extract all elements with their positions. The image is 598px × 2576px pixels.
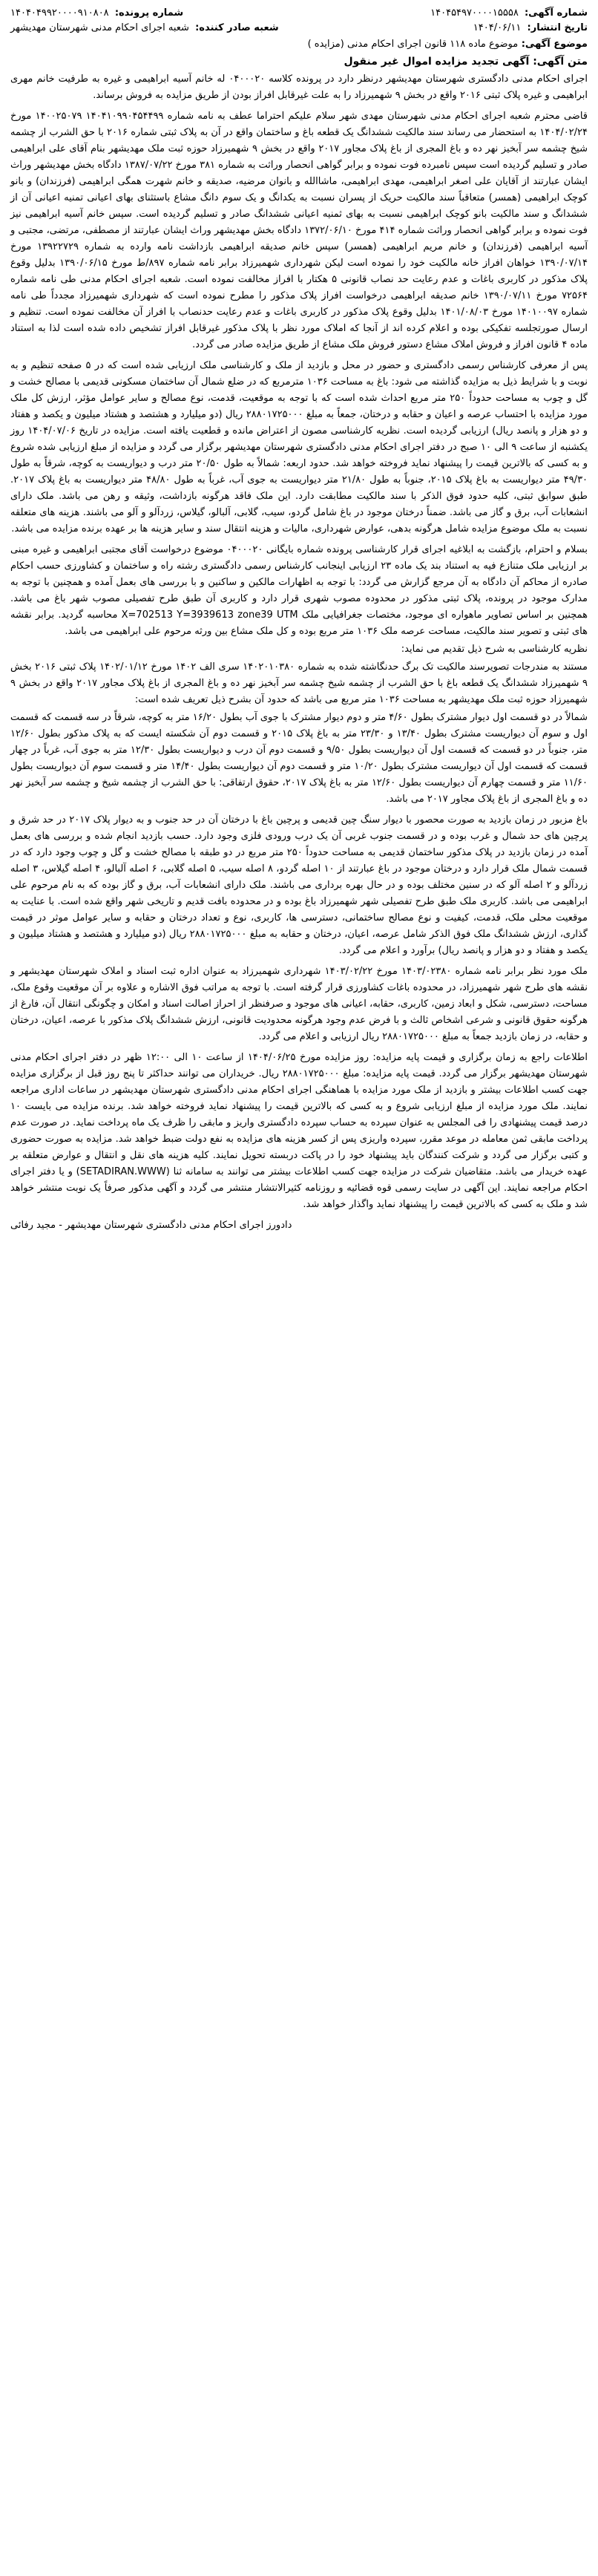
header-row-2 — [10, 21, 588, 36]
paragraph-registry-report: قاضی محترم شعبه اجرای احکام مدنی شهرستان مهدی شهر سلام علیکم احتراما عطف به نامه شماره ۱۴۰۴۱۰۹۹۰۴۵۴۴۹۹ ۱۴۰۰۲۵۰۷۹ مورخ ۱۴۰۴/۰۲/۲۴ به استحضار می رساند سند مالکیت ششدانگ یک قطعه باغ و ساختمان واقع در آن به پلاک ثبتی شماره ۲۰۱۶ با حق الشرب از چشمه شیخ چشمه سر آبخیز نهر ده و باغ المجری از باغ پلاک مجاور ۲۰۱۷ واقع در بخش ۹ شهمیرزاد حوزه ثبت ملک مهدیشهر بنام آقای علی ابراهیمی صادر و تسلیم گردیده است سپس نامبرده فوت نموده و برابر گواهی انحصار وراثت به شماره ۳۸۱ مورخ ۱۳۸۷/۰۷/۲۲ دادگاه بخش مهدیشهر وراث ایشان عبارتند از آقایان علی اصغر ابراهیمی، مهدی ابراهیمی، ماشاالله و بانوان مرضیه، صدیقه و خانم شهرت همگی ابراهیمی (فرزندان) و بانو کوچک ابراهیمی (همسر) متعاقباً سند مالکیت حریک از پسران نسبت به یکدانگ و یک سوم دانگ مشاع باستثنای بهای اعیانی تمنیه اعیانی آن از ششدانگ و سند مالکیت بانو کوچک ابراهیمی نسبت به بهای ثمنیه اعیانی ششدانگ صادر و تسلیم گردیده است. سپس خانم آسیه ابراهیمی نیز فوت نموده و برابر گواهی انحصار وراثت شماره ۴۱۴ مورخ ۱۳۷۲/۰۶/۱۰ دادگاه بخش مهدیشهر وراث ایشان عبارتند از مصطفی، مرتضی، مجتبی و آسیه ابراهیمی (فرزندان) و خانم مریم ابراهیمی (همسر) سپس خانم صدیقه ابراهیمی بازداشت نامه وارده به شماره ۱۳۹۲۲۷۲۹ مورخ ۱۳۹۰/۰۷/۱۴ خواهان افراز خانه مالکیت خود را نموده است لیکن شهرداری شهمیرزاد برابر نامه شماره ۸۹۷/ط مورخ ۱۳۹۰/۰۶/۱۵ بدلیل وقوع پلاک مذکور در کاربری باغات و عدم رعایت حد نصاب قانونی ۵ هکتار با افراز مخالفت نموده است. شعبه اجرای احکام مدنی طی نامه شماره ۷۲۵۶۴ مورخ ۱۳۹۰/۰۷/۱۱ خانم صدیقه ابراهیمی درخواست افراز پلاک مذکور را مطرح نموده است که شهرداری شهمیرزاد مجدداً طی نامه شماره ۱۴۰۱۰۰۹۷ مورخ ۱۴۰۱/۰۸/۰۳ بدلیل وقوع پلاک مذکور در کاربری باغات و عدم رعایت حدنصاب با افراز آن مخالفت نموده است. تنظیم و ارسال صورتجلسه تفکیکی بوده و اعلام کرده اند از آنجا که املاک مورد نظر با پلاک مذکور غیرقابل افراز تشخیص داده شده است لذا به استناد ماده ۴ قانون افراز و فروش املاک مشاع دستور فروش ملک مشاع از طریق مزایده صادر می گردد. — [10, 111, 588, 350]
notice-number: ۱۴۰۴۵۴۹۷۰۰۰۰۱۵۵۵۸ — [430, 7, 519, 19]
issuing-branch-cell — [10, 21, 279, 36]
paragraph-expert-heading: نظریه کارشناسی به شرح ذیل تقدیم می نماید: — [401, 644, 588, 655]
paragraph-valuation: ملک مورد نظر برابر نامه شماره ۱۴۰۳/۰۲۳۸۰ مورخ ۱۴۰۳/۰۲/۲۲ شهرداری شهمیرزاد به عنوان اداره ثبت اسناد و املاک شهرستان مهدیشهر و نقشه های طرح شهر شهمیرزاد، در محدوده باغات کشاورزی قرار گرفته است. با توجه به مراتب فوق الاشاره و علاوه بر آن موقعیت وقوع ملک، مساحت، دسترسی، شکل و ابعاد زمین، کاربری، حقابه، اعیانی های موجود و صرفنظر از احراز اصالت اسناد و امکان و چگونگی انتقال آن، فارغ از هرگونه حقوق قانونی و شرعی اشخاص ثالث و با فرض عدم وجود هرگونه محدودیت قانونی، ارزش ششدانگ پلاک مذکور با عرصه، اعیان، درختان و حقابه، در زمان بازدید جمعاً به مبلغ ۲۸۸۰۱۷۲۵۰۰۰ ریال ارزیابی و اعلام می گردد. — [10, 966, 588, 1042]
file-number-label: شماره پرونده: — [114, 7, 184, 19]
issue-date-label: تاریخ انتشار: — [527, 22, 588, 33]
issue-date: ۱۴۰۴/۰۶/۱۱ — [473, 22, 522, 33]
notice-number-label: شماره آگهی: — [524, 7, 588, 19]
paragraph-expert-intro: بسلام و احترام، بازگشت به ابلاغیه اجرای قرار کارشناسی پرونده شماره بایگانی ۰۴۰۰۰۲۰ موضوع درخواست آقای مجتبی ابراهیمی و غیره مبنی بر ارزیابی ملک متنازع فیه به استناد بند یک ماده ۲۳ ارزیابی اینجانب کارشناس رسمی دادگستری رشته راه و ساختمان و کشاورزی حسب احکام صادره از محاکم آن دادگاه به آن مرجع گزارش می گردد: با توجه به اظهارات مالکین و ساکنین و با بررسی های بعمل آمده و همچنین با توجه به مدارک موجود در پرونده، پلاک ثبتی مذکور در محدوده مصوب شهری قرار دارد و کاربری آن طبق طرح تفصیلی مصوب شهر باغ می باشد. همچنین بر اساس تصاویر ماهواره ای موجود، مختصات جغرافیایی ملک X=702513 Y=3939613 zone39 UTM محاسبه گردید. برابر نقشه های ثبتی و تصویر سند مالکیت، مساحت عرصه ملک ۱۰۳۶ متر مربع بوده و کل ملک مشاع بین ورثه مرحوم علی ابراهیمی می باشد. — [10, 544, 588, 637]
file-number-cell — [10, 6, 183, 21]
issuing-branch: شعبه اجرای احکام مدنی شهرستان مهدیشهر — [10, 22, 189, 33]
signer: دادورز اجرای احکام مدنی دادگستری شهرستان مهدیشهر - مجید رفائی — [10, 1220, 292, 1231]
paragraph-boundaries: شمالاً در دو قسمت اول دیوار مشترک بطول ۴/۶۰ متر و دوم دیوار مشترک با جوی آب بطول ۱۶/۲۰ متر به کوچه، شرقاً در سه قسمت که قسمت اول و سوم آن دیواریست مشترک بطول ۱۳/۴۰ و ۲۳/۳۰ متر به باغ پلاک ۲۰۱۵ و قسمت دوم آن شکسته ایست که به پلاک مذکور بطول ۱۲/۶۰ متر، جنوباً در دو قسمت که قسمت اول آن دیواریست بطول ۹/۵۰ و قسمت دوم آن درب و دیواریست بطول ۱۲/۳۰ متر به جوی آب، غرباً در چهار قسمت که قسمت اول آن دیواریست مشترک بطول ۱۰/۲۰ متر و قسمت دوم آن دیواریست بطول ۱۴/۴۰ متر و قسمت سوم آن دیواریست بطول ۱۱/۶۰ متر و قسمت چهارم آن دیواریست بطول ۱۲/۶۰ متر به باغ پلاک ۲۰۱۷، حقوق ارتفاقی: با حق الشرب از چشمه شیخ و چشمه سر آبخیز نهر ده و باغ المجری از باغ پلاک مجاور ۲۰۱۷ می باشد. — [10, 712, 588, 805]
notice-number-cell — [430, 6, 588, 21]
file-number: ۱۴۰۴۰۴۹۹۲۰۰۰۰۹۱۰۸۰۸ — [10, 7, 109, 19]
issue-date-cell — [473, 21, 588, 36]
paragraph-intro: اجرای احکام مدنی دادگستری شهرستان مهدیشهر درنظر دارد در پرونده کلاسه ۰۴۰۰۰۲۰ له خانم آسیه ابراهیمی و غیره به طرفیت خانم مهری ابراهیمی و غیره پلاک ثبتی ۲۰۱۶ واقع در بخش ۹ شهمیرزاد را به علت غیرقابل افراز بودن از طریق مزایده به فروش برساند. — [10, 73, 588, 101]
notice-title: متن آگهی: آگهی تجدید مزایده اموال غیر منقول — [344, 56, 588, 68]
topic-value: موضوع ماده ۱۱۸ قانون اجرای احکام مدنی (مزایده ) — [307, 39, 519, 50]
paragraph-auction-info: اطلاعات راجع به زمان برگزاری و قیمت پایه مزایده: روز مزایده مورخ ۱۴۰۴/۰۶/۲۵ از ساعت ۱۰ الی ۱۲:۰۰ ظهر در دفتر اجرای احکام مدنی شهرستان مهدیشهر برگزار می گردد. قیمت پایه مزایده: مبلغ ۲۸۸۰۱۷۲۵۰۰۰ ریال. خریداران می توانند حداکثر تا پنج روز قبل از برگزاری مزایده جهت کسب اطلاعات بیشتر و بازدید از ملک مورد مزایده با هماهنگی اجرای احکام مدنی دادگستری شهرستان مهدیشهر در ساعات اداری مراجعه نمایند. ملک مورد مزایده از مبلغ ارزیابی شروع و به کسی که بالاترین قیمت را پیشنهاد نماید فروخته خواهد شد. برنده مزایده می بایست ۱۰ درصد قیمت پیشنهادی را فی المجلس به عنوان سپرده به حساب سپرده دادگستری واریز و مابقی را ظرف یک ماه پرداخت نماید. در صورت عدم پرداخت مابقی ثمن معامله در موعد مقرر، سپرده واریزی پس از کسر هزینه های مزایده به نفع دولت ضبط خواهد شد. مزایده به صورت حضوری و کتبی برگزار می گردد و شرکت کنندگان باید پیشنهاد خود را در پاکت دربسته تحویل نمایند. کلیه هزینه های نقل و انتقال و عوارض متعلقه بر عهده خریدار می باشد. متقاضیان شرکت در مزایده جهت کسب اطلاعات بیشتر می توانند به سامانه ثنا (SETADIRAN.WWW) و یا دفتر اجرای احکام مراجعه نمایند. این آگهی در سایت رسمی قوه قضائیه و روزنامه کثیرالانتشار منتشر می گردد و آگهی مذکور صرفاً یک نوبت منتشر خواهد شد و ملک به کسی که بالاترین قیمت را پیشنهاد نماید واگذار خواهد شد. — [10, 1052, 588, 1210]
issuing-branch-label: شعبه صادر کننده: — [195, 22, 279, 33]
paragraph-deed-description: مستند به مندرجات تصویرسند مالکیت تک برگ حدنگاشته شده به شماره ۱۴۰۲۰۱۰۳۸۰ سری الف ۱۴۰۲ مورخ ۱۴۰۲/۰۱/۱۲ پلاک ثبتی ۲۰۱۶ بخش ۹ شهمیرزاد ششدانگ یک قطعه باغ با حق الشرب از چشمه شیخ چشمه سر آبخیز نهر ده و باغ المجری از باغ پلاک مجاور ۲۰۱۷ واقع در بخش ۹ شهمیرزاد حوزه ثبت ملک مهدیشهر به مساحت ۱۰۳۶ متر مربع می باشد که حدود آن بشرح ذیل تعریف شده است: — [10, 661, 588, 705]
topic-line — [10, 37, 588, 52]
paragraph-auction-terms: پس از معرفی کارشناس رسمی دادگستری و حضور در محل و بازدید از ملک و کارشناسی ملک ارزیابی شده است که در ۵ صفحه تنظیم و به نوبت و با شرایط ذیل به مزایده گذاشته می شود: باغ به مساحت ۱۰۳۶ مترمربع که در ضلع شمال آن ساختمان مسکونی قدیمی با مصالح خشت و گل و چوب به مساحت حدوداً ۲۵۰ متر مربع احداث شده است که با توجه به موقعیت، قدمت، نوع مصالح و سایر عوامل مؤثر، ارزش کل ملک مورد مزایده با احتساب عرصه و اعیان و حقابه و درختان، جمعاً به مبلغ ۲۸۸۰۱۷۲۵۰۰۰ ریال (دو میلیارد و هشتصد و هشتاد میلیون و یکصد و هفتاد و دو هزار و پانصد ریال) ارزیابی گردیده است. نظریه کارشناسی مصون از اعتراض مانده و قطعیت یافته است. مزایده در تاریخ ۱۴۰۴/۰۷/۰۶ روز یکشنبه از ساعت ۹ الی ۱۰ صبح در دفتر اجرای احکام مدنی دادگستری شهرستان مهدیشهر برگزار می گردد و مزایده از مبلغ ارزیابی شده شروع و به کسی که بالاترین قیمت را پیشنهاد نماید فروخته خواهد شد. حدود اربعه: شمالاً به طول ۲۰/۵۰ متر درب و دیواریست به کوچه، شرقاً به طول ۴۹/۳۰ متر دیواریست به باغ پلاک ۲۰۱۵، جنوباً به طول ۲۱/۸۰ متر دیواریست به جوی آب، غرباً به طول ۴۸/۸۰ متر دیواریست به باغ پلاک ۲۰۱۷. طبق سوابق ثبتی، کلیه حدود فوق الذکر با سند مالکیت مطابقت دارد. این ملک فاقد هرگونه بازداشت، وثیقه و رهن می باشد. ملک دارای انشعابات آب، برق و گاز می باشد. ضمناً درختان موجود در باغ شامل گردو، سیب، گلابی، آلبالو، گیلاس، زردآلو و آلو می باشند. هزینه های متعلقه نسبت به ملک موضوع مزایده شامل هرگونه بدهی، عوارض شهرداری، مالیات و هزینه انتقال سند و سایر هزینه ها بر عهده برنده مزایده می باشد. — [10, 360, 588, 535]
header-row-1 — [10, 6, 588, 21]
topic-label: موضوع آگهی: — [521, 39, 588, 50]
paragraph-site-inspection: باغ مزبور در زمان بازدید به صورت محصور با دیوار سنگ چین قدیمی و پرچین باغ با درختان آن در حد جنوب و به دیوار پلاک ۲۰۱۷ در حد شرق و پرچین های حد شمال و غرب بوده و در قسمت جنوب غربی آن یک درب ورودی فلزی وجود دارد. حسب بازدید انجام شده و بررسی های بعمل آمده در زمان بازدید در پلاک مذکور ساختمان قدیمی به مساحت حدوداً ۲۵۰ متر مربع در دو طبقه با مصالح خشت و گل و چوب وجود دارد که در قسمت شمال ملک قرار دارد و درختان موجود در باغ عبارتند از ۱۰ اصله گردو، ۸ اصله سیب، ۵ اصله گلابی، ۶ اصله آلبالو، ۴ اصله گیلاس، ۳ اصله زردآلو و ۲ اصله آلو که در سنین مختلف بوده و در حال بهره برداری می باشند. ملک دارای انشعابات آب، برق و گاز بوده که به نام مرحوم علی ابراهیمی می باشد. کاربری ملک طبق طرح تفصیلی شهر شهمیرزاد باغ بوده و در محدوده بافت قدیم و تاریخی شهر واقع شده است. با عنایت به موقعیت محلی ملک، قدمت، کیفیت و نوع مصالح ساختمانی، دسترسی ها، کاربری، نوع و تعداد درختان و حقابه و سایر عوامل موثر در قیمت گذاری، ارزش ششدانگ ملک فوق الذکر شامل عرصه، اعیان، درختان و حقابه به مبلغ ۲۸۸۰۱۷۲۵۰۰۰ ریال (دو میلیارد و هشتصد و هشتاد میلیون و یکصد و هفتاد و دو هزار و پانصد ریال) برآورد و اعلام می گردد. — [10, 814, 588, 956]
